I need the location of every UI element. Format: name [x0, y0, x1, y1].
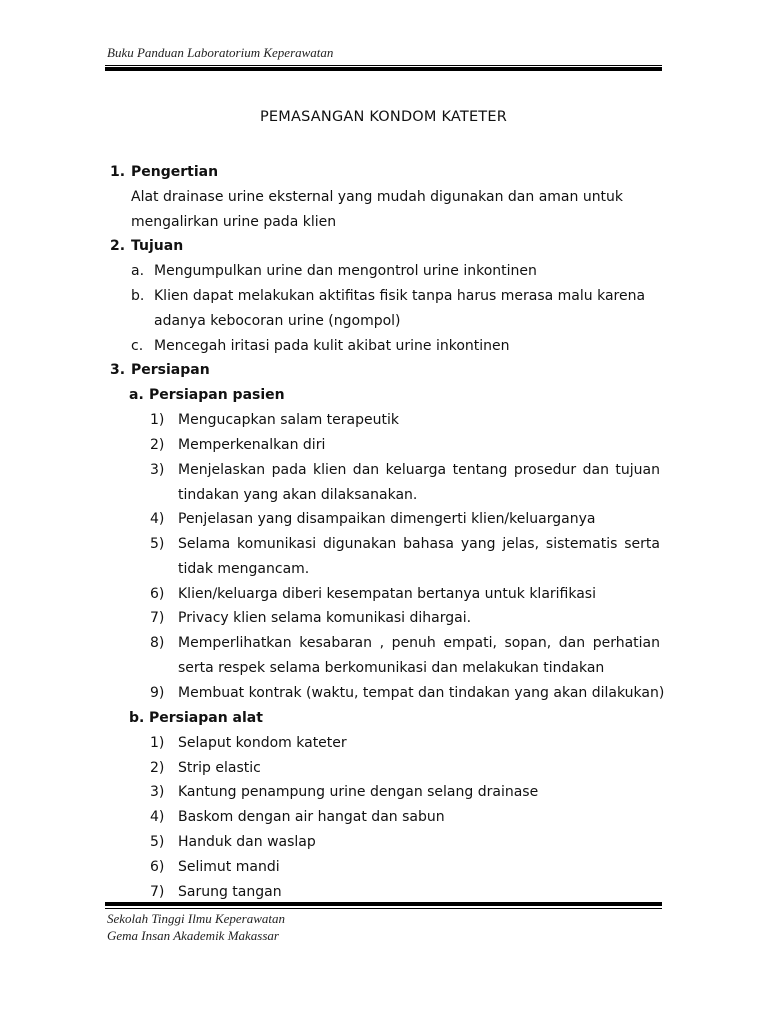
list-item-text: Memperkenalkan diri [178, 437, 326, 453]
footer-institution: Sekolah Tinggi Ilmu Keperawatan [107, 911, 286, 926]
subsection-b-heading: Persiapan alat [149, 710, 263, 726]
list-marker: 5) [150, 536, 165, 552]
list-item-text: Kantung penampung urine dengan selang drainase [178, 784, 539, 800]
section-3-number: 3. [110, 362, 126, 378]
list-marker: 6) [150, 586, 165, 602]
list-marker: 6) [150, 859, 165, 875]
list-item-text: adanya kebocoran urine (ngompol) [154, 313, 401, 329]
subsection-b-marker: b. [129, 710, 145, 726]
subsection-a-heading: Persiapan pasien [149, 387, 285, 403]
list-marker: 1) [150, 412, 165, 428]
list-item-text: Menjelaskan pada klien dan keluarga tentang prosedur dan tujuan [178, 462, 660, 478]
header-rule-thin [105, 65, 662, 66]
section-1-text: Alat drainase urine eksternal yang mudah digunakan dan aman untuk [131, 189, 624, 205]
section-1-text: mengalirkan urine pada klien [131, 214, 337, 230]
subsection-a-marker: a. [129, 387, 144, 403]
footer-rule-thick [105, 902, 662, 906]
list-item-text: Mencegah iritasi pada kulit akibat urine inkontinen [154, 338, 510, 354]
section-3-heading: Persiapan [131, 362, 210, 378]
list-marker: 4) [150, 511, 165, 527]
list-item-text: Membuat kontrak (waktu, tempat dan tindakan yang akan dilakukan) [178, 685, 665, 701]
list-item-text: Strip elastic [178, 760, 261, 776]
list-marker: 5) [150, 834, 165, 850]
header-rule-thick [105, 67, 662, 71]
list-item-text: Memperlihatkan kesabaran , penuh empati, sopan, dan perhatian [178, 635, 660, 651]
list-item-text: Selimut mandi [178, 859, 280, 875]
list-marker: 1) [150, 735, 165, 751]
list-item-text: Klien dapat melakukan aktifitas fisik tanpa harus merasa malu karena [154, 288, 646, 304]
section-1-heading: Pengertian [131, 164, 219, 180]
list-item-text: Sarung tangan [178, 884, 282, 900]
list-item-text: tindakan yang akan dilaksanakan. [178, 487, 418, 503]
list-item-text: Penjelasan yang disampaikan dimengerti klien/keluarganya [178, 511, 596, 527]
list-item-text: serta respek selama berkomunikasi dan melakukan tindakan [178, 660, 605, 676]
list-item-text: tidak mengancam. [178, 561, 310, 577]
list-item-text: Selaput kondom kateter [178, 735, 347, 751]
footer-rule-thin [105, 908, 662, 909]
list-marker: 7) [150, 610, 165, 626]
section-2-heading: Tujuan [131, 238, 184, 254]
list-item-text: Selama komunikasi digunakan bahasa yang jelas, sistematis serta [178, 536, 660, 552]
list-marker: 3) [150, 784, 165, 800]
section-1-number: 1. [110, 164, 126, 180]
list-item-text: Klien/keluarga diberi kesempatan bertanya untuk klarifikasi [178, 586, 596, 602]
list-item-text: Mengucapkan salam terapeutik [178, 412, 399, 428]
list-item-text: Handuk dan waslap [178, 834, 316, 850]
list-marker: c. [131, 338, 144, 354]
list-marker: 3) [150, 462, 165, 478]
list-marker: b. [131, 288, 145, 304]
list-item-text: Mengumpulkan urine dan mengontrol urine inkontinen [154, 263, 537, 279]
footer-campus: Gema Insan Akademik Makassar [107, 928, 279, 943]
list-marker: a. [131, 263, 145, 279]
list-marker: 4) [150, 809, 165, 825]
running-header: Buku Panduan Laboratorium Keperawatan [107, 45, 334, 60]
list-item-text: Baskom dengan air hangat dan sabun [178, 809, 445, 825]
list-marker: 8) [150, 635, 165, 651]
list-item-text: Privacy klien selama komunikasi dihargai. [178, 610, 472, 626]
section-2-number: 2. [110, 238, 126, 254]
list-marker: 9) [150, 685, 165, 701]
list-marker: 7) [150, 884, 165, 900]
list-marker: 2) [150, 760, 165, 776]
document-title: PEMASANGAN KONDOM KATETER [259, 109, 508, 125]
list-marker: 2) [150, 437, 165, 453]
